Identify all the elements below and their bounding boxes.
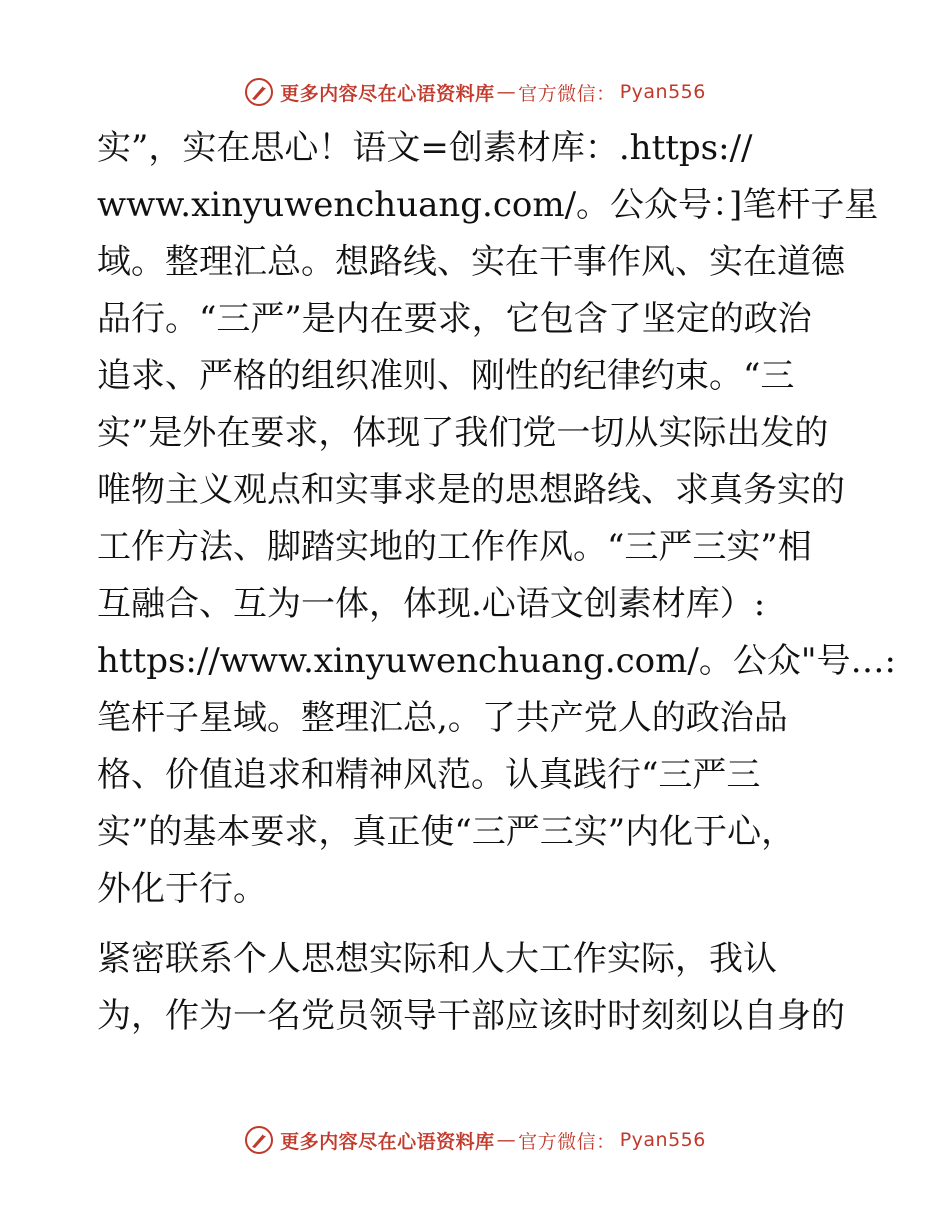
banner-wechat-id: Pyan556 <box>619 1129 706 1151</box>
text-line: 实”，实在思心！语文=创素材库：.https:// <box>97 128 753 168</box>
text-line: 工作方法、脚踏实地的工作作风。“三严三实”相 <box>97 527 812 567</box>
text-line: 品行。“三严”是内在要求，它包含了坚定的政治 <box>97 299 812 339</box>
paragraph-spacer <box>97 918 857 931</box>
feather-pen-logo-icon <box>244 77 274 107</box>
paragraph-2 <box>97 931 857 1045</box>
header-banner <box>0 72 950 112</box>
document-body <box>97 120 896 1045</box>
paragraph-1 <box>97 120 896 918</box>
footer-banner <box>0 1120 950 1160</box>
banner-separator: — <box>496 81 517 103</box>
banner-site-text: 更多内容尽在心语资料库 <box>280 82 495 105</box>
feather-pen-logo-icon <box>244 1125 274 1155</box>
text-line: 域。整理汇总。想路线、实在干事作风、实在道德 <box>97 242 845 282</box>
text-line: 唯物主义观点和实事求是的思想路线、求真务实的 <box>97 470 845 510</box>
text-line: 为，作为一名党员领导干部应该时时刻刻以自身的 <box>97 996 845 1036</box>
banner-wechat-id: Pyan556 <box>619 81 706 103</box>
text-line: 外化于行。 <box>97 869 267 909</box>
text-line: https://www.xinyuwenchuang.com/。公众"号…: <box>97 641 896 681</box>
banner-wechat-label: 官方微信： <box>518 1130 616 1153</box>
text-line: 格、价值追求和精神风范。认真践行“三严三 <box>97 755 761 795</box>
text-line: 追求、严格的组织准则、刚性的纪律约束。“三 <box>97 356 795 396</box>
banner-site-text: 更多内容尽在心语资料库 <box>280 1130 495 1153</box>
text-line: 实”的基本要求，真正使“三严三实”内化于心， <box>97 812 796 852</box>
text-line: www.xinyuwenchuang.com/。公众号：]笔杆子星 <box>97 185 879 225</box>
banner-wechat-label: 官方微信： <box>518 82 616 105</box>
text-line: 实”是外在要求，体现了我们党一切从实际出发的 <box>97 413 829 453</box>
banner-separator: — <box>496 1129 517 1151</box>
text-line: 笔杆子星域。整理汇总,。了共产党人的政治品 <box>97 698 788 738</box>
text-line: 互融合、互为一体，体现.心语文创素材库）: <box>97 584 766 624</box>
text-line: 紧密联系个人思想实际和人大工作实际，我认 <box>97 939 777 979</box>
